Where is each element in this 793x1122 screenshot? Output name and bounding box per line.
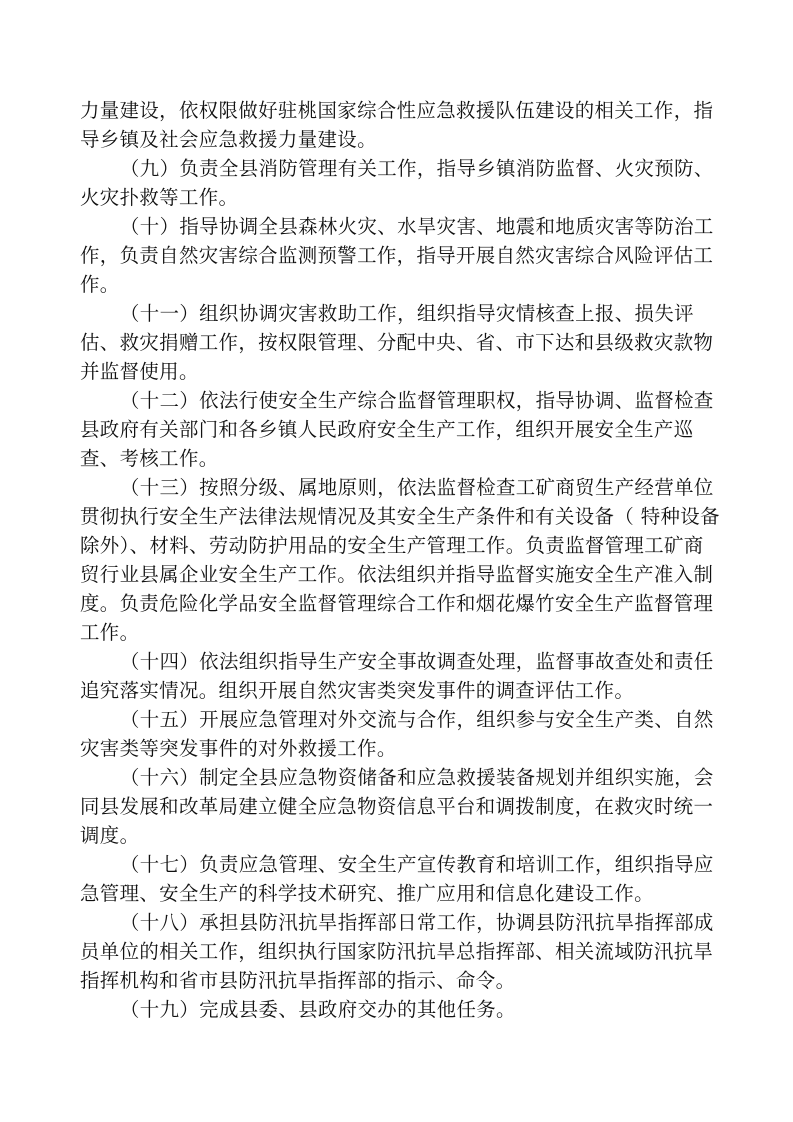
paragraph-item-13: （十三）按照分级、属地原则，依法监督检查工矿商贸生产经营单位贯彻执行安全生产法律法规情况及其安全生产条件和有关设备（ 特种设备除外）、材料、劳动防护用品的安全生产管理工作。负责监督管理工矿商贸行业县属企业安全生产工作。依法组织并指导监督实施安全生产准入制度。负责危险化学品安全监督管理综合工作和烟花爆竹安全生产监督管理工作。 <box>80 476 720 644</box>
paragraph-continuation: 力量建设，依权限做好驻桃国家综合性应急救援队伍建设的相关工作，指导乡镇及社会应急救援力量建设。 <box>80 99 714 151</box>
paragraph-item-9: （九）负责全县消防管理有关工作，指导乡镇消防监督、火灾预防、火灾扑救等工作。 <box>80 157 714 209</box>
paragraph-item-18: （十八）承担县防汛抗旱指挥部日常工作，协调县防汛抗旱指挥部成员单位的相关工作，组织执行国家防汛抗旱总指挥部、相关流域防汛抗旱指挥机构和省市县防汛抗旱指挥部的指示、命令。 <box>80 911 714 992</box>
document-page <box>80 96 720 1024</box>
paragraph-item-14: （十四）依法组织指导生产安全事故调查处理，监督事故查处和责任追究落实情况。组织开展自然灾害类突发事件的调查评估工作。 <box>80 650 714 702</box>
paragraph-item-19: （十九）完成县委、县政府交办的其他任务。 <box>120 998 516 1021</box>
paragraph-item-11: （十一）组织协调灾害救助工作，组织指导灾情核查上报、损失评估、救灾捐赠工作，按权限管理、分配中央、省、市下达和县级救灾款物并监督使用。 <box>80 302 714 383</box>
paragraph-item-17: （十七）负责应急管理、安全生产宣传教育和培训工作，组织指导应急管理、安全生产的科学技术研究、推广应用和信息化建设工作。 <box>80 853 714 905</box>
paragraph-item-12: （十二）依法行使安全生产综合监督管理职权，指导协调、监督检查县政府有关部门和各乡镇人民政府安全生产工作，组织开展安全生产巡查、考核工作。 <box>80 389 714 470</box>
paragraph-item-16: （十六）制定全县应急物资储备和应急救援装备规划并组织实施，会同县发展和改革局建立健全应急物资信息平台和调拨制度，在救灾时统一调度。 <box>80 766 714 847</box>
paragraph-item-10: （十）指导协调全县森林火灾、水旱灾害、地震和地质灾害等防治工作，负责自然灾害综合监测预警工作，指导开展自然灾害综合风险评估工作。 <box>80 215 714 296</box>
paragraph-item-15: （十五）开展应急管理对外交流与合作，组织参与安全生产类、自然灾害类等突发事件的对外救援工作。 <box>80 708 714 760</box>
